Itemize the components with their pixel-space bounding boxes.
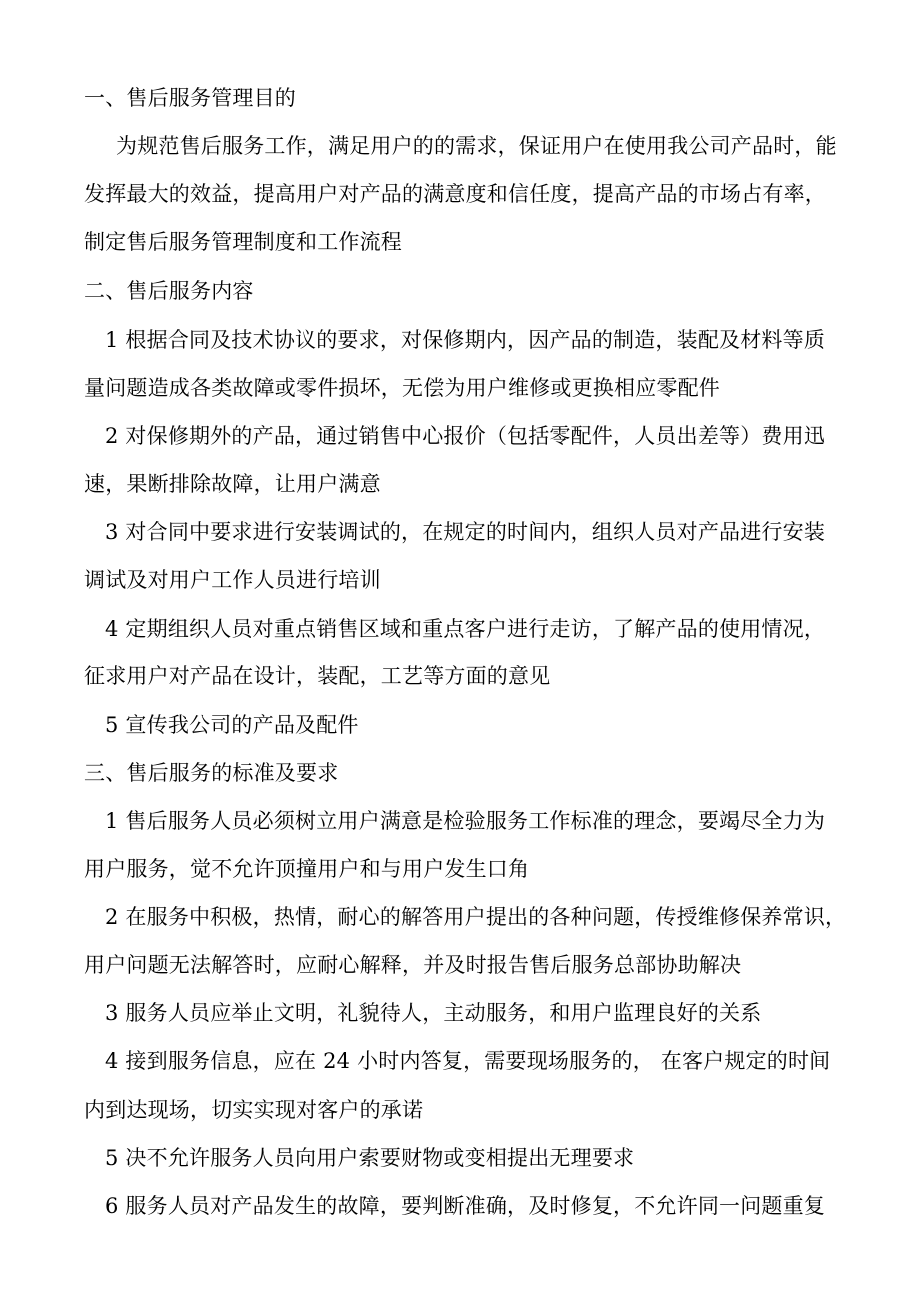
section3-item-line: 4 接到服务信息，应在 24 小时内答复，需要现场服务的， 在客户规定的时间 — [105, 1049, 831, 1073]
section3-item-line: 内到达现场，切实实现对客户的承诺 — [84, 1098, 424, 1122]
section1-heading: 一、售后服务管理目的 — [84, 86, 296, 110]
section1-paragraph-line: 发挥最大的效益，提高用户对产品的满意度和信任度，提高产品的市场占有率， — [84, 182, 826, 206]
section2-item-line: 征求用户对产品在设计，装配，工艺等方面的意见 — [84, 664, 551, 688]
section1-paragraph-line: 为规范售后服务工作，满足用户的的需求，保证用户在使用我公司产品时，能 — [116, 134, 837, 158]
section3-item-line: 用户服务，觉不允许顶撞用户和与用户发生口角 — [84, 857, 530, 881]
section2-item-line: 2 对保修期外的产品，通过销售中心报价（包括零配件，人员出差等）费用迅 — [105, 424, 826, 448]
section2-item-line: 1 根据合同及技术协议的要求，对保修期内，因产品的制造，装配及材料等质 — [105, 328, 826, 352]
section3-item-line: 2 在服务中积极，热情，耐心的解答用户提出的各种问题，传授维修保养常识， — [105, 905, 847, 929]
section1-paragraph-line: 制定售后服务管理制度和工作流程 — [84, 230, 402, 254]
section2-item-line: 5 宣传我公司的产品及配件 — [105, 713, 359, 737]
section2-item-line: 调试及对用户工作人员进行培训 — [84, 568, 381, 592]
section3-item-line: 用户问题无法解答时，应耐心解释，并及时报告售后服务总部协助解决 — [84, 953, 742, 977]
section3-item-line: 1 售后服务人员必须树立用户满意是检验服务工作标准的理念，要竭尽全力为 — [105, 809, 826, 833]
section3-heading: 三、售后服务的标准及要求 — [84, 761, 339, 785]
section2-item-line: 量问题造成各类故障或零件损坏，无偿为用户维修或更换相应零配件 — [84, 376, 720, 400]
section3-item-line: 6 服务人员对产品发生的故障，要判断准确，及时修复，不允许同一问题重复 — [105, 1194, 826, 1218]
section2-item-line: 4 定期组织人员对重点销售区域和重点客户进行走访，了解产品的使用情况， — [105, 617, 826, 641]
section3-item-line: 3 服务人员应举止文明，礼貌待人，主动服务，和用户监理良好的关系 — [105, 1001, 762, 1025]
section3-item-line: 5 决不允许服务人员向用户索要财物或变相提出无理要求 — [105, 1146, 635, 1170]
section2-heading: 二、售后服务内容 — [84, 279, 254, 303]
section2-item-line: 3 对合同中要求进行安装调试的，在规定的时间内，组织人员对产品进行安装 — [105, 520, 826, 544]
section2-item-line: 速，果断排除故障，让用户满意 — [84, 472, 381, 496]
